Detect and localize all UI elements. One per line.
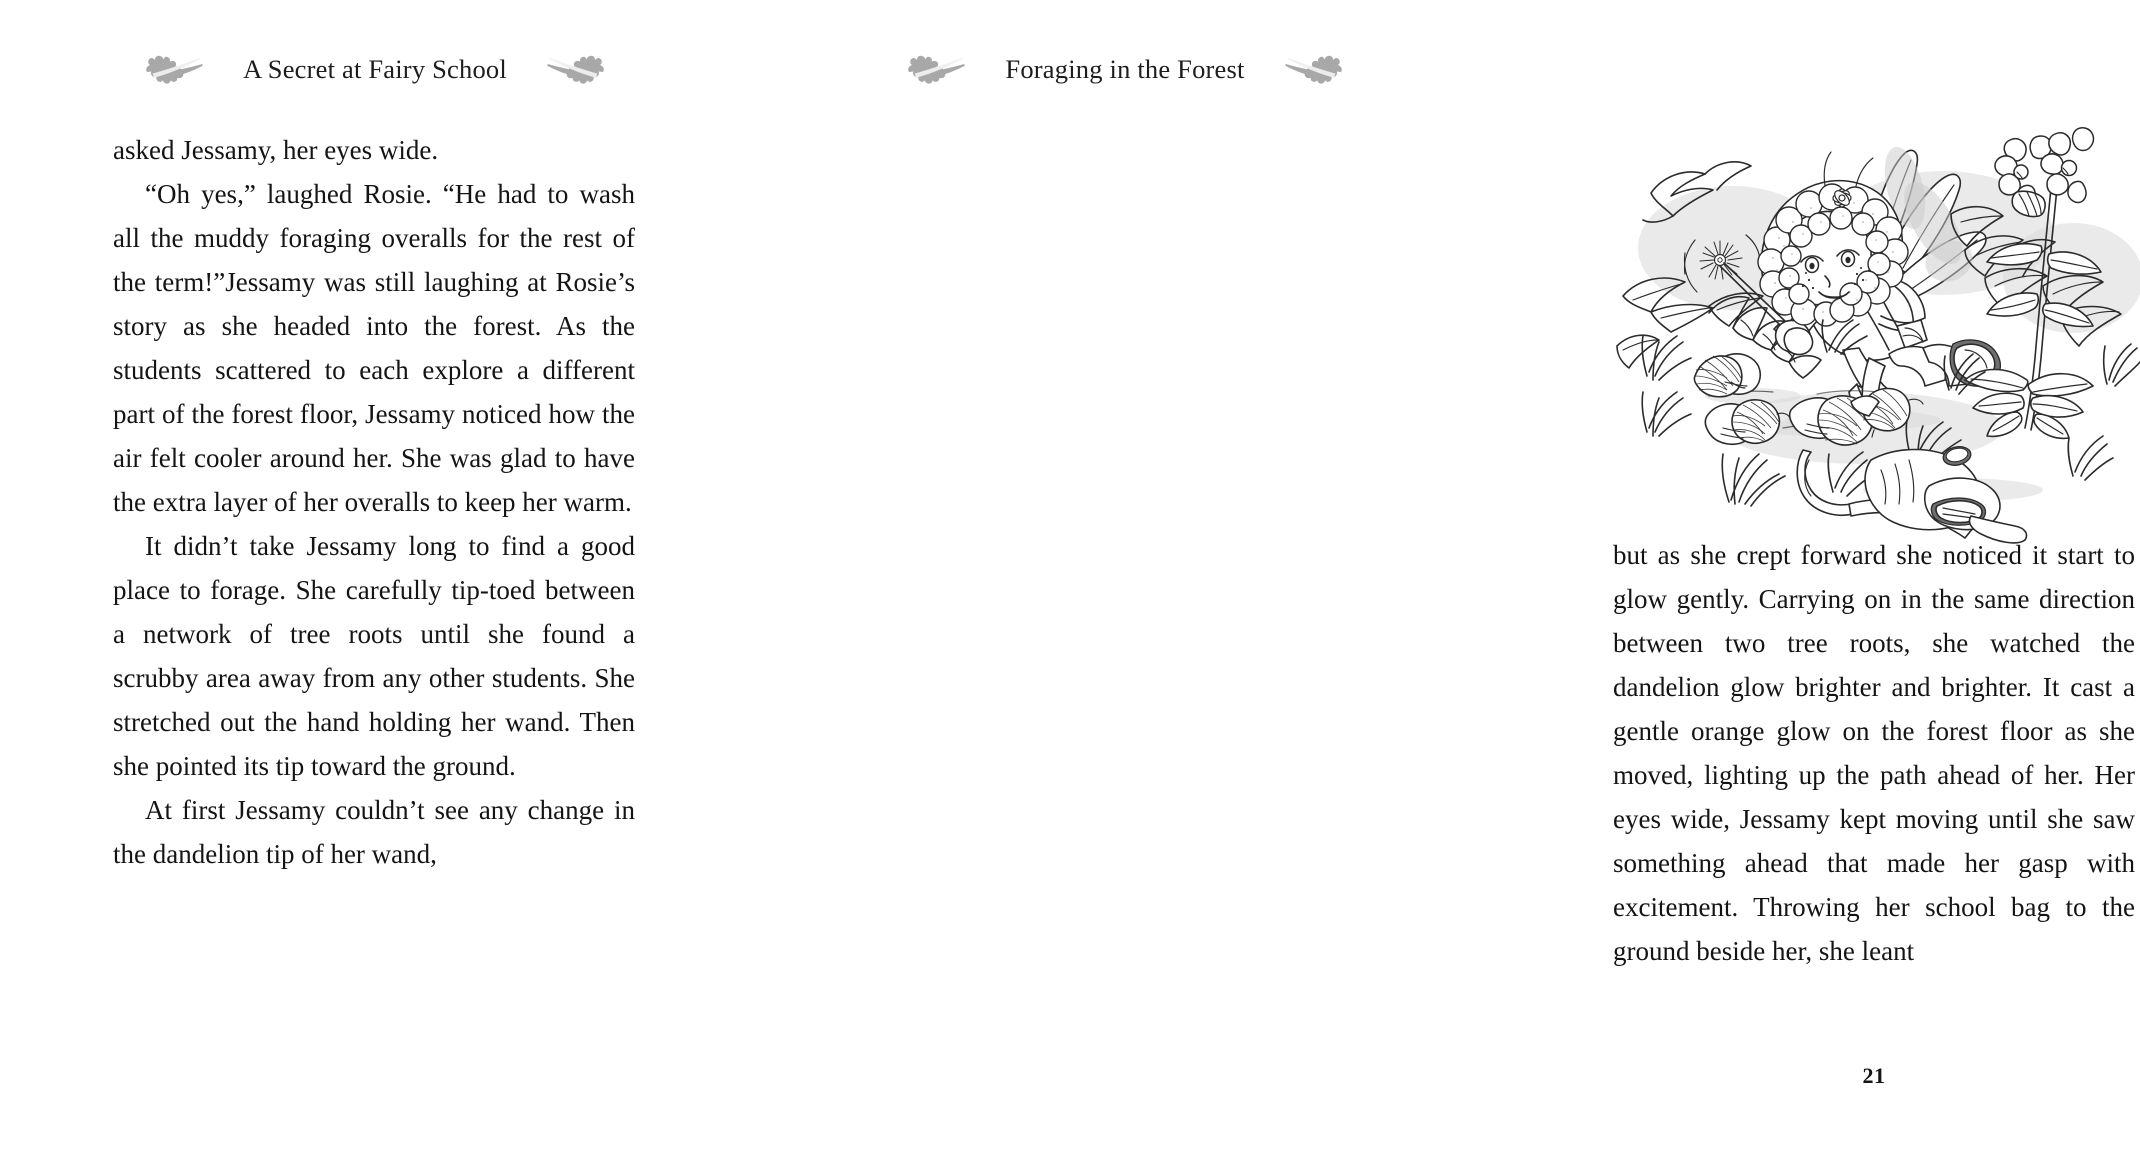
paragraph: asked Jessamy, her eyes wide. — [113, 135, 439, 165]
paragraph: but as she crept forward she noticed it start to glow gently. Carrying on in the same direction between two tree roots, she watched the dandelion glow brighter and brighter. It cast a gentle orange glow on the forest floor as she moved, lighting up the path ahead of her. Her eyes wide, Jessamy kept moving until she saw something ahead that made her gasp with excitement. Throwing her school bag to the ground beside her, she leant — [1613, 540, 2135, 966]
right-running-head — [750, 52, 1500, 86]
page-number: 21 — [1862, 1063, 1886, 1088]
right-page — [750, 0, 2135, 1151]
acorn — [1694, 354, 1760, 397]
grass-tuft — [2068, 436, 2113, 480]
grass-tuft — [1722, 454, 1785, 506]
oak-leaf-icon — [143, 52, 209, 86]
paragraph: It didn’t take Jessamy long to find a good place to forage. She carefully tip-toed between a network of tree roots until she found a scrubby area away from any other students. She stretched out the hand holding her wand. Then she pointed its tip toward the ground. — [113, 531, 635, 781]
illustration-artwork — [1613, 128, 2140, 510]
oak-leaf-icon — [905, 52, 971, 86]
right-page-title: Foraging in the Forest — [1005, 53, 1245, 84]
paragraph: At first Jessamy couldn’t see any change in the dandelion tip of her wand, — [113, 795, 635, 869]
oak-leaf-icon — [1279, 52, 1345, 86]
grass-tuft — [1642, 336, 1691, 380]
left-page-title: A Secret at Fairy School — [243, 53, 507, 84]
grass-tuft — [1642, 392, 1691, 436]
grass-tuft — [2104, 344, 2140, 386]
left-running-head — [0, 52, 750, 86]
chapter-illustration — [1613, 128, 2140, 510]
left-page — [0, 0, 750, 1151]
oak-leaf-icon — [541, 52, 607, 86]
right-page-body — [1613, 533, 2135, 973]
left-page-body — [113, 128, 635, 876]
paragraph: “Oh yes,” laughed Rosie. “He had to wash all the muddy foraging overalls for the rest of the term!”Jessamy was still laughing at Rosie’s story as she headed into the forest. As the students scattered to each explore a different part of the forest floor, Jessamy noticed how the air felt cooler around her. She was glad to have the extra layer of her overalls to keep her warm. — [113, 179, 635, 517]
